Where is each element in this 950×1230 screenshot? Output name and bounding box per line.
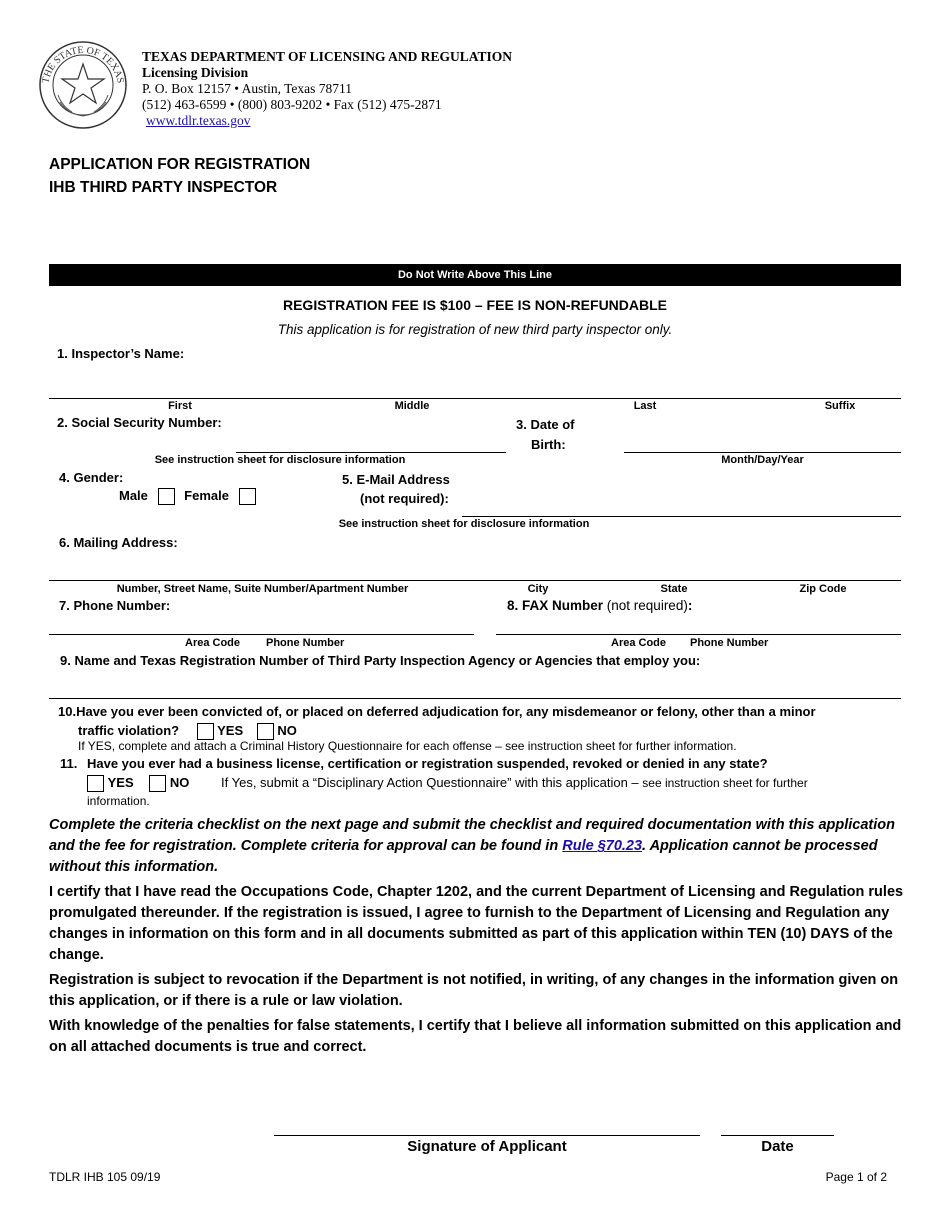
email-label — [342, 470, 450, 508]
dob-label — [516, 415, 575, 455]
dob-line[interactable] — [624, 452, 901, 453]
q11-text: Have you ever had a business license, certification or registration suspended, revoked or denied in any state? — [86, 756, 768, 771]
fax-area-caption: Area Code — [611, 637, 667, 649]
fee-notice: REGISTRATION FEE IS $100 – FEE IS NON-REFUNDABLE — [282, 297, 668, 313]
form-title-line2: IHB THIRD PARTY INSPECTOR — [49, 179, 278, 196]
criteria-text-end: . Application cannot be processed without this information. — [49, 838, 878, 875]
mailing-address-label: 6. Mailing Address: — [59, 535, 178, 550]
question-10 — [58, 702, 918, 740]
q11-options — [87, 774, 907, 810]
q10-yes-checkbox[interactable] — [197, 723, 214, 740]
fax-label-main: 8. FAX Number — [507, 598, 604, 613]
name-first-caption: First — [168, 400, 192, 412]
q11-yes-label: YES — [107, 775, 134, 790]
q11-note: If Yes, submit a “Disciplinary Action Questionnaire” with this application – — [221, 775, 643, 790]
fax-label-optional: (not required) — [603, 598, 688, 613]
mailing-address-line[interactable] — [49, 580, 901, 581]
q10-note: If YES, complete and attach a Criminal History Questionnaire for each offense – see instruction sheet for further information. — [78, 739, 737, 753]
fax-label — [507, 598, 692, 613]
agency-name: TEXAS DEPARTMENT OF LICENSING AND REGULATION — [142, 49, 512, 64]
ssn-label: 2. Social Security Number: — [57, 415, 222, 430]
agency-website-link[interactable]: www.tdlr.texas.gov — [146, 113, 251, 128]
svg-text:THE STATE OF TEXAS: THE STATE OF TEXAS — [40, 44, 126, 85]
q10-yes-label: YES — [217, 723, 244, 738]
phone-label: 7. Phone Number: — [59, 598, 171, 613]
name-last-caption: Last — [633, 400, 657, 412]
addr-city-caption: City — [527, 583, 549, 595]
dob-label-line2: Birth: — [531, 437, 566, 452]
gender-label: 4. Gender: — [59, 470, 124, 485]
penalties-statement: With knowledge of the penalties for false statements, I certify that I believe all information submitted on this application and on all attached documents is true and correct. — [49, 1018, 902, 1055]
email-label-line1: 5. E-Mail Address — [342, 472, 450, 487]
q10-no-label: NO — [277, 723, 297, 738]
texas-state-seal — [38, 40, 128, 130]
q10-no-checkbox[interactable] — [257, 723, 274, 740]
q10-number: 10. — [58, 704, 77, 719]
q11-no-label: NO — [169, 775, 190, 790]
applicability-note: This application is for registration of new third party inspector only. — [277, 322, 673, 337]
email-label-line2: (not required): — [360, 491, 449, 506]
page-number: Page 1 of 2 — [825, 1170, 887, 1184]
female-label: Female — [184, 488, 229, 503]
female-checkbox[interactable] — [239, 488, 256, 505]
male-checkbox[interactable] — [158, 488, 175, 505]
question-11 — [60, 756, 768, 771]
employer-agency-label: 9. Name and Texas Registration Number of Third Party Inspection Agency or Agencies that employ you: — [60, 653, 701, 668]
email-line[interactable] — [462, 516, 901, 517]
date-line[interactable] — [721, 1135, 834, 1136]
q11-no-checkbox[interactable] — [149, 775, 166, 792]
q10-text-line1: Have you ever been convicted of, or placed on deferred adjudication for, any misdemeanor or felony, other than a minor — [76, 704, 816, 719]
signature-label: Signature of Applicant — [407, 1138, 567, 1155]
inspector-name-line[interactable] — [49, 398, 901, 399]
inspector-name-label: 1. Inspector’s Name: — [57, 346, 185, 361]
name-middle-caption: Middle — [394, 400, 430, 412]
form-id: TDLR IHB 105 09/19 — [49, 1170, 161, 1184]
q11-note-end: information. — [87, 794, 150, 809]
phone-number-caption: Phone Number — [266, 637, 345, 649]
do-not-write-bar: Do Not Write Above This Line — [49, 264, 901, 286]
male-label: Male — [119, 488, 148, 503]
q11-note-cont: see instruction sheet for further — [642, 776, 808, 790]
form-title — [49, 153, 310, 199]
date-label: Date — [761, 1138, 794, 1155]
criteria-text: Complete the criteria checklist on the next page and submit the checklist and required documentation with this application and the fee for registration. Complete criteria for approval can be found in — [49, 817, 895, 854]
certification-statement: I certify that I have read the Occupations Code, Chapter 1202, and the current Department of Licensing and Regulation rules promulgated thereunder. If the registration is issued, I agree to furnish to the Department of Licensing and Regulation any changes in information on this form and in all documents submitted as part of this application within TEN (10) DAYS of the change. — [49, 884, 904, 963]
phone-line[interactable] — [49, 634, 474, 635]
employer-agency-line[interactable] — [49, 698, 901, 699]
fax-label-colon: : — [687, 598, 693, 613]
phone-area-caption: Area Code — [185, 637, 241, 649]
addr-state-caption: State — [660, 583, 688, 595]
q10-text-line2: traffic violation? — [78, 723, 180, 738]
gender-options — [119, 488, 256, 505]
dob-format-note: Month/Day/Year — [721, 454, 804, 466]
addr-zip-caption: Zip Code — [799, 583, 847, 595]
dob-label-line1: 3. Date of — [516, 417, 575, 432]
criteria-statement — [49, 815, 909, 878]
q11-number: 11. — [60, 756, 78, 771]
agency-division: Licensing Division — [142, 65, 249, 80]
q11-yes-checkbox[interactable] — [87, 775, 104, 792]
agency-header — [142, 49, 512, 129]
name-suffix-caption: Suffix — [824, 400, 856, 412]
ssn-line[interactable] — [236, 452, 506, 453]
ssn-disclosure-note: See instruction sheet for disclosure information — [154, 454, 406, 466]
email-disclosure-note: See instruction sheet for disclosure information — [338, 518, 590, 530]
fax-line[interactable] — [496, 634, 901, 635]
rule-70-23-link[interactable]: Rule §70.23 — [562, 838, 643, 854]
agency-phones: (512) 463-6599 • (800) 803-9202 • Fax (512) 475-2871 — [142, 97, 442, 112]
fax-number-caption: Phone Number — [690, 637, 769, 649]
form-title-line1: APPLICATION FOR REGISTRATION — [49, 156, 311, 173]
revocation-statement: Registration is subject to revocation if the Department is not notified, in writing, of any changes in the information given on this application, or if there is a rule or law violation. — [49, 972, 899, 1009]
signature-line[interactable] — [274, 1135, 700, 1136]
agency-address: P. O. Box 12157 • Austin, Texas 78711 — [142, 81, 353, 96]
addr-street-caption: Number, Street Name, Suite Number/Apartment Number — [116, 583, 409, 595]
